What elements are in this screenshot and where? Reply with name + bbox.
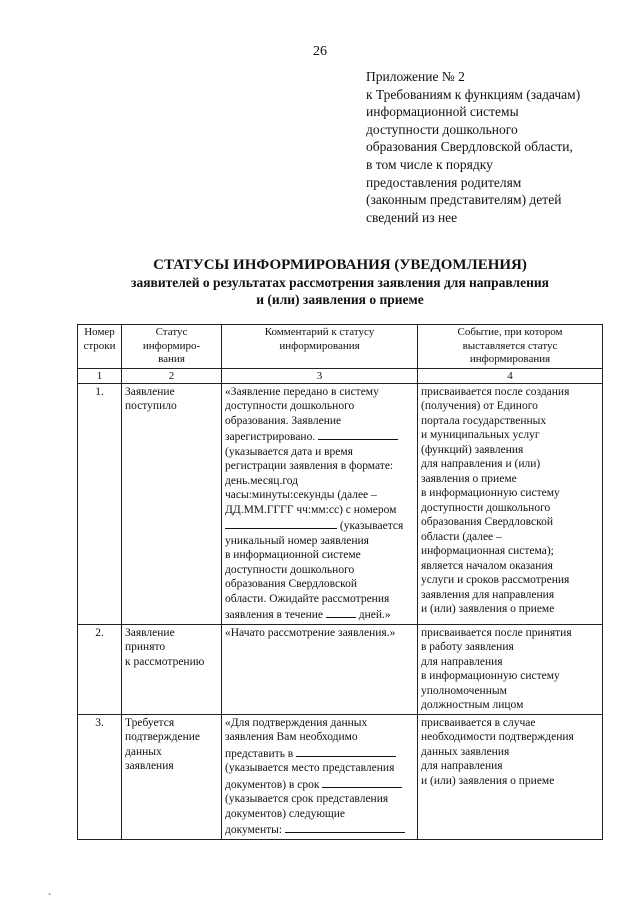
header-line: вания xyxy=(158,353,185,365)
comment-line: (указывается срок представления xyxy=(225,793,389,805)
row-status xyxy=(122,624,222,714)
comment-line: часы:минуты:секунды (далее – xyxy=(225,489,377,501)
event-line: должностным лицом xyxy=(421,699,524,711)
subtitle-line: заявителей о результатах рассмотрения заявления для направления xyxy=(131,275,549,290)
comment-line: образования Свердловской xyxy=(225,578,357,590)
comment-line: ДД.ММ.ГГГГ чч:мм:сс) с номером xyxy=(225,503,397,516)
event-line: для направления и (или) xyxy=(421,458,541,470)
row-number: 2. xyxy=(78,624,122,714)
header-line: Статус xyxy=(155,326,188,338)
status-line: данных xyxy=(125,745,162,758)
comment-line: документов) в срок xyxy=(225,778,320,791)
comment-line: дней.» xyxy=(358,609,391,621)
status-line: принято xyxy=(125,641,166,653)
appendix-line: предоставления родителям xyxy=(366,174,522,190)
document-subtitle xyxy=(60,274,620,308)
fill-blank xyxy=(326,606,356,618)
event-line: и (или) заявления о приеме xyxy=(421,603,555,615)
comment-line: «Для подтверждения данных xyxy=(225,716,368,729)
event-line: (функций) заявления xyxy=(421,443,524,456)
row-event xyxy=(418,383,603,624)
event-line: портала государственных xyxy=(421,414,547,427)
subtitle-line: и (или) заявления о приеме xyxy=(256,292,424,307)
event-line: необходимости подтверждения xyxy=(421,731,574,743)
status-line: Заявление xyxy=(125,385,175,398)
table-header-row xyxy=(78,325,603,369)
event-line: присваивается после принятия xyxy=(421,626,572,639)
row-event xyxy=(418,624,603,714)
comment-line: заявления Вам необходимо xyxy=(225,731,358,743)
comment-line: «Заявление передано в систему xyxy=(225,385,379,398)
fill-blank xyxy=(225,517,337,529)
appendix-block xyxy=(366,68,631,226)
column-number-row xyxy=(78,368,603,383)
row-number: 3. xyxy=(78,714,122,839)
column-number: 1 xyxy=(78,368,122,383)
status-line: подтверждение xyxy=(125,731,200,743)
comment-line: области. Ожидайте рассмотрения xyxy=(225,592,390,605)
appendix-line: к Требованиям к функциям (задачам) xyxy=(366,86,581,102)
comment-line: документов) следующие xyxy=(225,807,346,820)
comment-line: зарегистрировано. xyxy=(225,431,316,443)
appendix-line: (законным представителям) детей xyxy=(366,192,562,208)
header-line: информирования xyxy=(469,353,551,365)
event-line: заявления о приеме xyxy=(421,472,517,485)
row-comment xyxy=(222,714,418,839)
page-number: 26 xyxy=(313,44,327,59)
comment-line: документы: xyxy=(225,824,283,836)
event-line: является началом оказания xyxy=(421,559,553,572)
comment-line: (указывается дата и время xyxy=(225,445,353,458)
comment-line: «Начато рассмотрение заявления.» xyxy=(225,626,396,639)
row-status xyxy=(122,383,222,624)
fill-blank xyxy=(322,776,402,788)
event-line: уполномоченным xyxy=(421,684,507,697)
event-line: доступности дошкольного xyxy=(421,501,551,514)
fill-blank xyxy=(318,428,398,440)
comment-line: уникальный номер заявления xyxy=(225,534,369,547)
header-line: информирования xyxy=(279,339,360,352)
table-row xyxy=(78,714,603,839)
appendix-line: образования Свердловской области, xyxy=(366,139,573,155)
header-status xyxy=(122,325,222,369)
event-line: заявления для направления xyxy=(421,588,555,601)
comment-line: день.месяц.год xyxy=(225,474,299,487)
row-comment xyxy=(222,383,418,624)
comment-line: заявления в течение xyxy=(225,609,323,621)
event-line: данных заявления xyxy=(421,745,510,758)
document-title: СТАТУСЫ ИНФОРМИРОВАНИЯ (УВЕДОМЛЕНИЯ) xyxy=(153,257,527,273)
fill-blank xyxy=(285,821,405,833)
column-number: 3 xyxy=(222,368,418,383)
table-row xyxy=(78,624,603,714)
appendix-line: сведений из нее xyxy=(366,209,458,225)
comment-line: в информационной системе xyxy=(225,549,361,561)
status-line: Требуется xyxy=(125,716,175,729)
header-event xyxy=(418,325,603,369)
event-line: в информационную систему xyxy=(421,670,560,682)
event-line: услуги и сроков рассмотрения xyxy=(421,574,570,586)
event-line: присваивается после создания xyxy=(421,385,570,398)
comment-line: доступности дошкольного xyxy=(225,563,355,576)
comment-line: образования. Заявление xyxy=(225,414,342,427)
event-line: и (или) заявления о приеме xyxy=(421,774,555,787)
event-line: для направления xyxy=(421,655,503,668)
event-line: информационная система); xyxy=(421,545,554,557)
header-line: информиро- xyxy=(142,339,201,352)
event-line: и муниципальных услуг xyxy=(421,429,540,441)
comment-line: доступности дошкольного xyxy=(225,400,355,412)
header-line: Событие, при котором xyxy=(457,326,563,338)
header-line: Комментарий к статусу xyxy=(264,326,375,338)
comment-line: (указывается место представления xyxy=(225,762,395,774)
header-line: строки xyxy=(83,339,116,352)
status-line: Заявление xyxy=(125,626,175,639)
header-comment xyxy=(222,325,418,369)
row-number: 1. xyxy=(78,383,122,624)
appendix-line: информационной системы xyxy=(366,104,519,120)
appendix-line: Приложение № 2 xyxy=(366,69,465,84)
event-line: образования Свердловской xyxy=(421,516,553,528)
header-line: выставляется статус xyxy=(462,339,558,352)
status-table xyxy=(77,324,603,840)
event-line: для направления xyxy=(421,760,503,772)
status-line: поступило xyxy=(125,400,177,412)
comment-line: регистрации заявления в формате: xyxy=(225,460,394,472)
column-number: 4 xyxy=(418,368,603,383)
comment-line: (указывается xyxy=(339,520,404,532)
header-line: Номер xyxy=(84,326,115,338)
fill-blank xyxy=(296,745,396,757)
comment-line: представить в xyxy=(225,747,294,760)
table-row xyxy=(78,383,603,624)
row-event xyxy=(418,714,603,839)
status-line: заявления xyxy=(125,760,174,772)
event-line: в информационную систему xyxy=(421,487,560,499)
appendix-line: доступности дошкольного xyxy=(366,121,518,137)
event-line: (получения) от Единого xyxy=(421,400,538,412)
header-row-number xyxy=(78,325,122,369)
appendix-line: в том числе к порядку xyxy=(366,156,493,172)
event-line: области (далее – xyxy=(421,530,502,543)
status-line: к рассмотрению xyxy=(125,655,205,668)
row-status xyxy=(122,714,222,839)
event-line: в работу заявления xyxy=(421,641,514,653)
event-line: присваивается в случае xyxy=(421,716,536,729)
scan-mark: ` xyxy=(48,893,52,904)
row-comment xyxy=(222,624,418,714)
column-number: 2 xyxy=(122,368,222,383)
